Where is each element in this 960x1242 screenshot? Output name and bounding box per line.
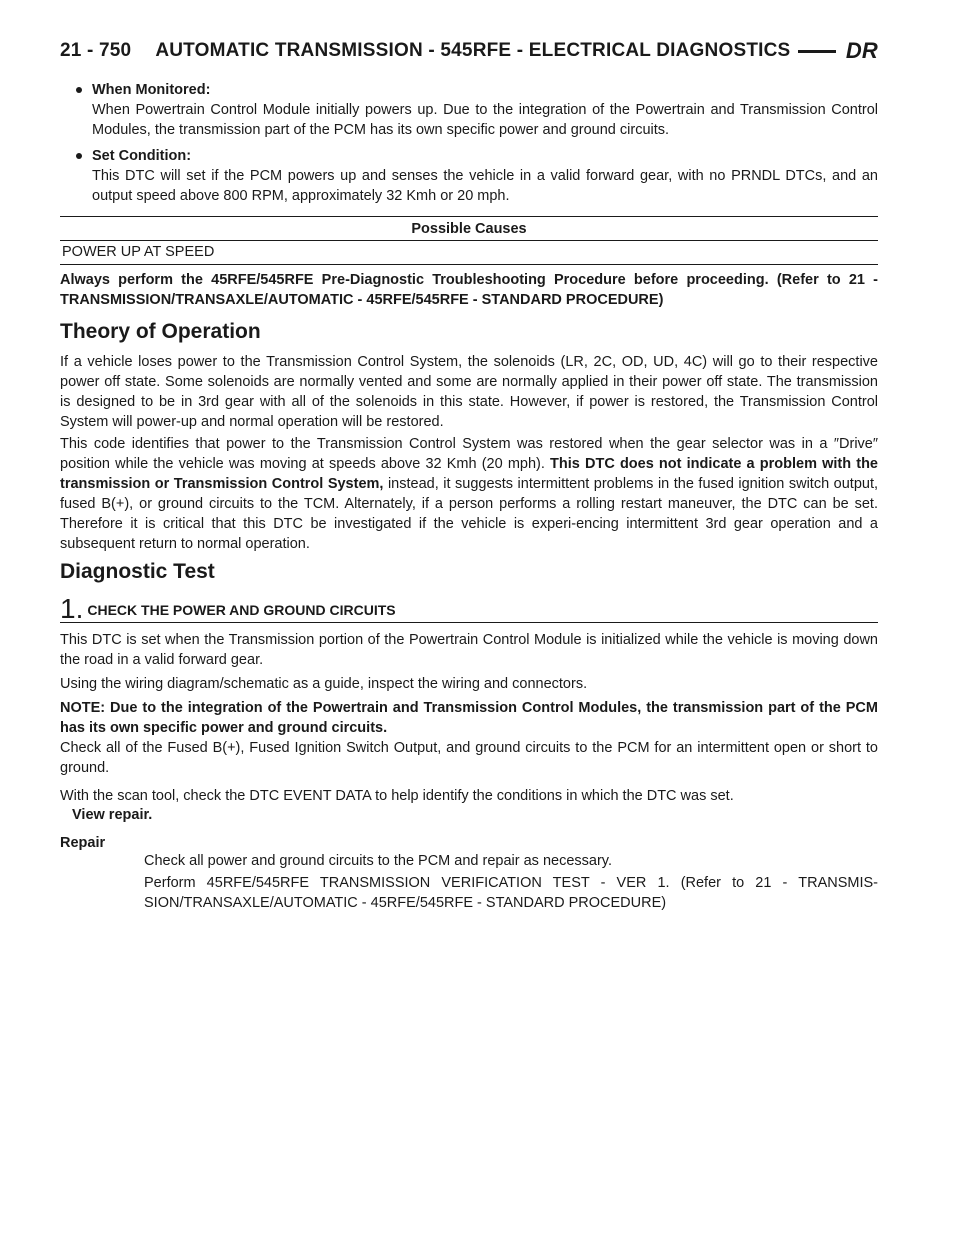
theory-paragraph-2 (60, 434, 878, 554)
theory-para2-bold: This DTC does not indicate a problem with the transmission or Transmission Control System, (60, 456, 878, 492)
page-number: 21 - 750 (60, 40, 132, 61)
theory-heading: Theory of Operation (60, 320, 261, 343)
theory-paragraph-1: If a vehicle loses power to the Transmission Control System, the solenoids (LR, 2C, OD, UD, 4C) will go to their respective power off state. Some solenoids are normally vented and some are normally applied in their power off state. The transmission is designed to be in 3rd gear with all of the solenoids in this state. However, if power is restored, the Transmission Control System will power-up and normal operation will be restored. (60, 354, 878, 430)
step-note: NOTE: Due to the integration of the Powertrain and Transmission Control Modules, the transmission part of the PCM has its own specific power and ground circuits. (60, 700, 878, 736)
step-1-header (60, 593, 878, 624)
possible-causes-table (60, 216, 878, 265)
pre-diagnostic-note: Always perform the 45RFE/545RFE Pre-Diagnostic Troubleshooting Procedure before proceeding. (Refer to 21 - TRANSMISSION/TRANSAXLE/AUTOMATIC - 45RFE/545RFE - STANDARD PROCEDURE) (60, 272, 878, 308)
header-title: AUTOMATIC TRANSMISSION - 545RFE - ELECTRICAL DIAGNOSTICS (155, 40, 791, 61)
step-paragraph-3: Check all of the Fused B(+), Fused Ignition Switch Output, and ground circuits to the PCM for an intermittent open or short to ground. (60, 740, 878, 776)
theory-para2-start: This code identifies that power to the Transmission Control System was restored when the gear selector was in a ″Drive″ position while the vehicle was moving at speeds above 32 Kmh (20 mph). (60, 436, 878, 472)
set-condition-label: Set Condition: (92, 148, 192, 164)
page-header (60, 38, 878, 64)
set-condition-item (74, 146, 878, 206)
diagnostic-heading: Diagnostic Test (60, 560, 215, 583)
theory-para2-end: instead, it suggests intermittent problems in the fused ignition switch output, fused B(+), or ground circuits to the TCM. Alternately, if a person performs a rolling restart maneuver, the DTC can be set. Therefore it is critical that this DTC be investigated if the vehicle is experi-encing intermittent 3rd gear operation and a subsequent return to normal operation. (60, 476, 878, 552)
repair-label: Repair (60, 835, 106, 851)
possible-causes-header: Possible Causes (60, 217, 878, 241)
set-condition-text: This DTC will set if the PCM powers up and senses the vehicle in a valid forward gear, with no PRNDL DTCs, and an output speed above 800 RPM, approximately 32 Kmh or 20 mph. (92, 168, 878, 204)
view-repair-link[interactable]: View repair. (72, 807, 153, 823)
when-monitored-label: When Monitored: (92, 82, 211, 98)
step-paragraph-2: Using the wiring diagram/schematic as a guide, inspect the wiring and connectors. (60, 676, 588, 692)
step-paragraph-4: With the scan tool, check the DTC EVENT DATA to help identify the conditions in which the DTC was set. (60, 788, 734, 804)
header-rule (798, 50, 835, 53)
bullet-icon (76, 87, 82, 93)
possible-cause-row: POWER UP AT SPEED (62, 244, 215, 260)
section-code: DR (845, 38, 878, 63)
repair-text-1: Check all power and ground circuits to the PCM and repair as necessary. (144, 853, 612, 869)
bullet-icon (76, 153, 82, 159)
when-monitored-text: When Powertrain Control Module initially powers up. Due to the integration of the Powertrain and Transmission Control Modules, the transmission part of the PCM has its own specific power and ground circuits. (92, 102, 878, 138)
step-number: 1. (60, 593, 84, 624)
monitoring-list (74, 80, 878, 212)
step-title: CHECK THE POWER AND GROUND CIRCUITS (87, 602, 396, 618)
repair-text-2: Perform 45RFE/545RFE TRANSMISSION VERIFICATION TEST - VER 1. (Refer to 21 - TRANSMIS-SION/TRANSAXLE/AUTOMATIC - 45RFE/545RFE - STANDARD PROCEDURE) (144, 875, 878, 911)
when-monitored-item (74, 80, 878, 140)
step-paragraph-1: This DTC is set when the Transmission portion of the Powertrain Control Module is initialized while the vehicle is moving down the road in a valid forward gear. (60, 632, 878, 668)
